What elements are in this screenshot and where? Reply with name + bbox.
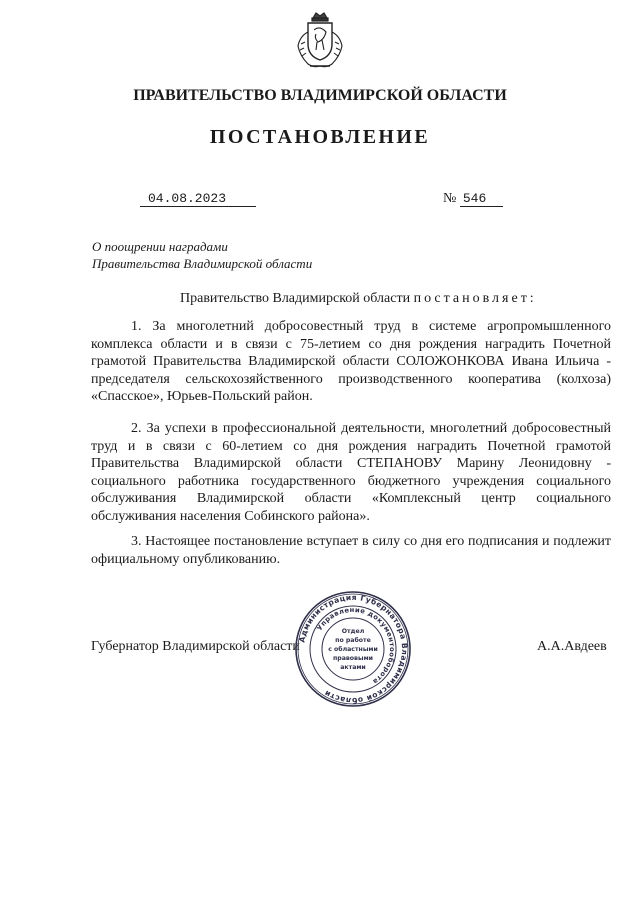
document-number-block [443, 191, 503, 207]
stamp-center-line: по работе [335, 637, 371, 644]
stamp-center-line: Отдел [341, 628, 365, 635]
document-date: 04.08.2023 [140, 191, 256, 207]
document-subject [92, 238, 312, 272]
document-number: 546 [460, 191, 503, 207]
stamp-outer-text: Администрация Губернатора Владимирской области [297, 592, 410, 706]
number-sign: № [443, 191, 457, 206]
official-stamp [294, 590, 412, 708]
decree-intro [180, 291, 537, 307]
intro-prefix: Правительство Владимирской области [180, 291, 411, 306]
stamp-center-line: актами [340, 664, 366, 671]
subject-line-1: О поощрении наградами [92, 239, 228, 254]
coat-of-arms-icon [294, 10, 346, 72]
subject-line-2: Правительства Владимирской области [92, 256, 313, 271]
document-type-title: ПОСТАНОВЛЕНИЕ [209, 126, 431, 148]
stamp-center-line: правовыми [333, 655, 373, 662]
intro-verb: постановляет: [413, 291, 537, 306]
paragraph-2: 2. За успехи в профессиональной деятельности, многолетний добросовестный труд и в связи с 60-летием со дня рождения наградить Почетной грамотой Правительства Владимирской области СТЕПАНОВУ Марину Леонидовну - социального работника государственного бюджетного учреждения социального обслуживания Владимирской области «Комплексный центр социального обслуживания населения Собинского района». [91, 421, 611, 524]
government-name: ПРАВИТЕЛЬСТВО ВЛАДИМИРСКОЙ ОБЛАСТИ [133, 87, 507, 104]
paragraph-3: 3. Настоящее постановление вступает в силу со дня его подписания и подлежит официальному опубликованию. [91, 534, 611, 567]
stamp-center-line: с областными [328, 646, 378, 653]
signatory-name: А.А.Авдеев [537, 639, 607, 654]
stamp-ring-text: Управление документооборота [315, 605, 397, 686]
signatory-title: Губернатор Владимирской области [91, 639, 300, 654]
paragraph-1: 1. За многолетний добросовестный труд в системе агропромышленного комплекса области и в связи с 75-летием со дня рождения наградить Почетной грамотой Правительства Владимирской области СОЛОЖОНКОВА Ивана Ильича - председателя сельскохозяйственного производственного кооператива (колхоза) «Спасское», Юрьев-Польский район. [91, 319, 611, 404]
